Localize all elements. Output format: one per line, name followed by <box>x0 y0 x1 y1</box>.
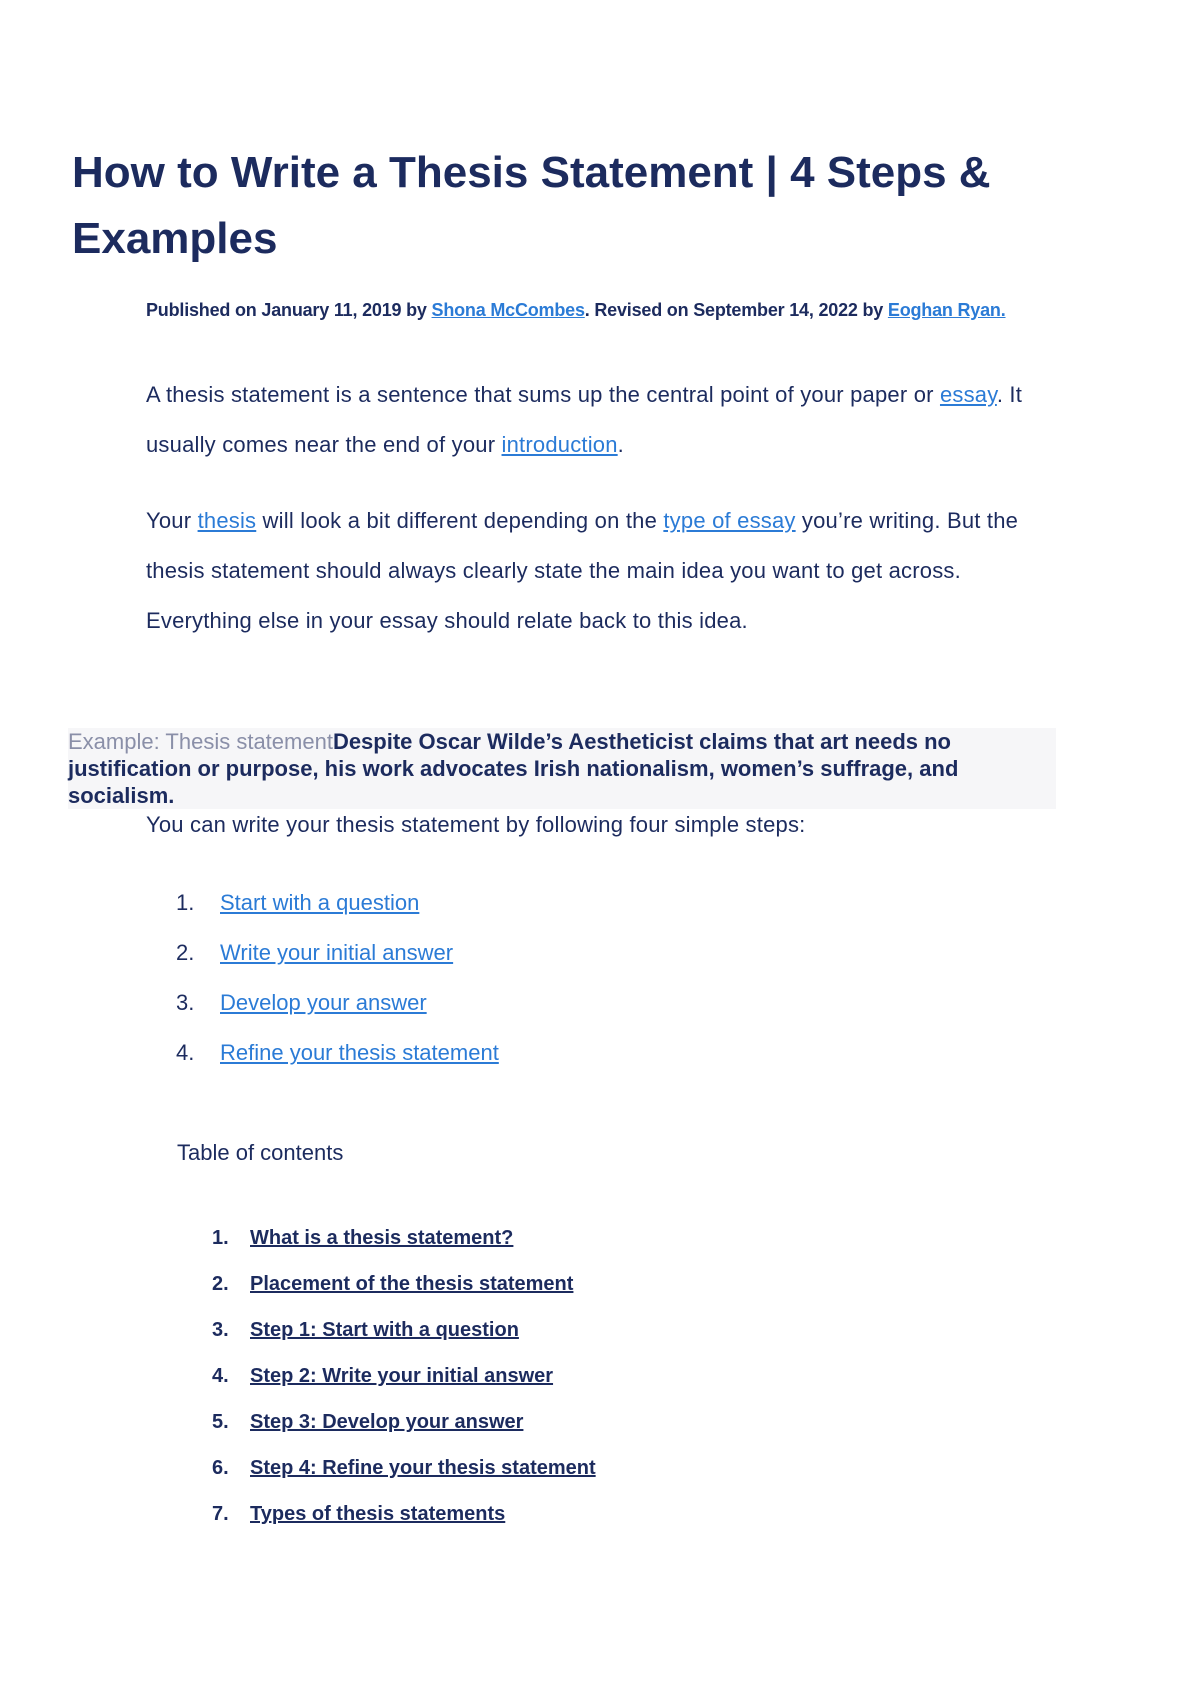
list-number: 2. <box>176 940 195 965</box>
toc-number: 4. <box>212 1365 229 1387</box>
revised-date: . Revised on September 14, 2022 by <box>584 300 888 320</box>
toc-item <box>212 1215 596 1261</box>
toc-number: 6. <box>212 1457 229 1479</box>
list-number: 4. <box>176 1040 195 1065</box>
toc-link[interactable]: Placement of the thesis statement <box>250 1273 574 1295</box>
example-text: Despite Oscar Wilde’s Aestheticist claims that art needs no justification or purpose, his work advocates Irish nationalism, women’s suffrage, and socialism. <box>68 729 959 808</box>
essay-link[interactable]: essay <box>939 382 997 407</box>
intro-paragraph-1 <box>146 370 1066 470</box>
steps-list <box>176 878 499 1078</box>
author-link[interactable]: Shona McCombes <box>431 300 585 320</box>
toc-item <box>212 1307 596 1353</box>
reviser-link[interactable]: Eoghan Ryan. <box>887 300 1006 320</box>
toc-number: 2. <box>212 1273 229 1295</box>
step-link[interactable]: Start with a question <box>220 890 420 915</box>
intro-paragraph-2 <box>146 496 1066 646</box>
toc-item <box>212 1399 596 1445</box>
page-title: How to Write a Thesis Statement | 4 Steps & Examples <box>72 148 991 263</box>
intro-text: you’re writing. But the thesis statement should always clearly state the main idea you want to get across. Everything else in your essay should relate back to this idea. <box>146 508 1019 633</box>
publication-info <box>146 300 1146 321</box>
toc-number: 3. <box>212 1319 229 1341</box>
thesis-link[interactable]: thesis <box>197 508 257 533</box>
intro-text: Your <box>146 508 198 533</box>
toc-link[interactable]: Types of thesis statements <box>250 1503 506 1525</box>
list-item <box>176 878 499 928</box>
step-link[interactable]: Write your initial answer <box>220 940 454 965</box>
example-box <box>68 728 1056 809</box>
list-item <box>176 928 499 978</box>
introduction-link[interactable]: introduction <box>501 432 618 457</box>
toc-link[interactable]: Step 4: Refine your thesis statement <box>250 1457 596 1479</box>
steps-intro: You can write your thesis statement by following four simple steps: <box>146 812 806 837</box>
step-link[interactable]: Develop your answer <box>220 990 427 1015</box>
toc-number: 1. <box>212 1227 229 1249</box>
intro-text: . It usually comes near the end of your <box>146 382 1023 457</box>
table-of-contents <box>212 1215 596 1537</box>
step-link[interactable]: Refine your thesis statement <box>220 1040 499 1065</box>
toc-link[interactable]: Step 2: Write your initial answer <box>250 1365 554 1387</box>
intro-text: A thesis statement is a sentence that sums up the central point of your paper or <box>146 382 940 407</box>
list-number: 1. <box>176 890 195 915</box>
list-item <box>176 978 499 1028</box>
toc-number: 7. <box>212 1503 229 1525</box>
toc-item <box>212 1353 596 1399</box>
toc-item <box>212 1445 596 1491</box>
toc-number: 5. <box>212 1411 229 1433</box>
intro-text: will look a bit different depending on the <box>256 508 664 533</box>
toc-link[interactable]: What is a thesis statement? <box>250 1227 514 1249</box>
toc-link[interactable]: Step 1: Start with a question <box>250 1319 519 1341</box>
list-number: 3. <box>176 990 195 1015</box>
toc-link[interactable]: Step 3: Develop your answer <box>250 1411 524 1433</box>
type-of-essay-link[interactable]: type of essay <box>663 508 796 533</box>
toc-item <box>212 1491 596 1537</box>
example-label: Example: Thesis statement <box>68 729 333 754</box>
list-item <box>176 1028 499 1078</box>
toc-title: Table of contents <box>177 1140 344 1165</box>
intro-text: . <box>617 432 624 457</box>
published-date: Published on January 11, 2019 by <box>146 300 432 320</box>
toc-item <box>212 1261 596 1307</box>
